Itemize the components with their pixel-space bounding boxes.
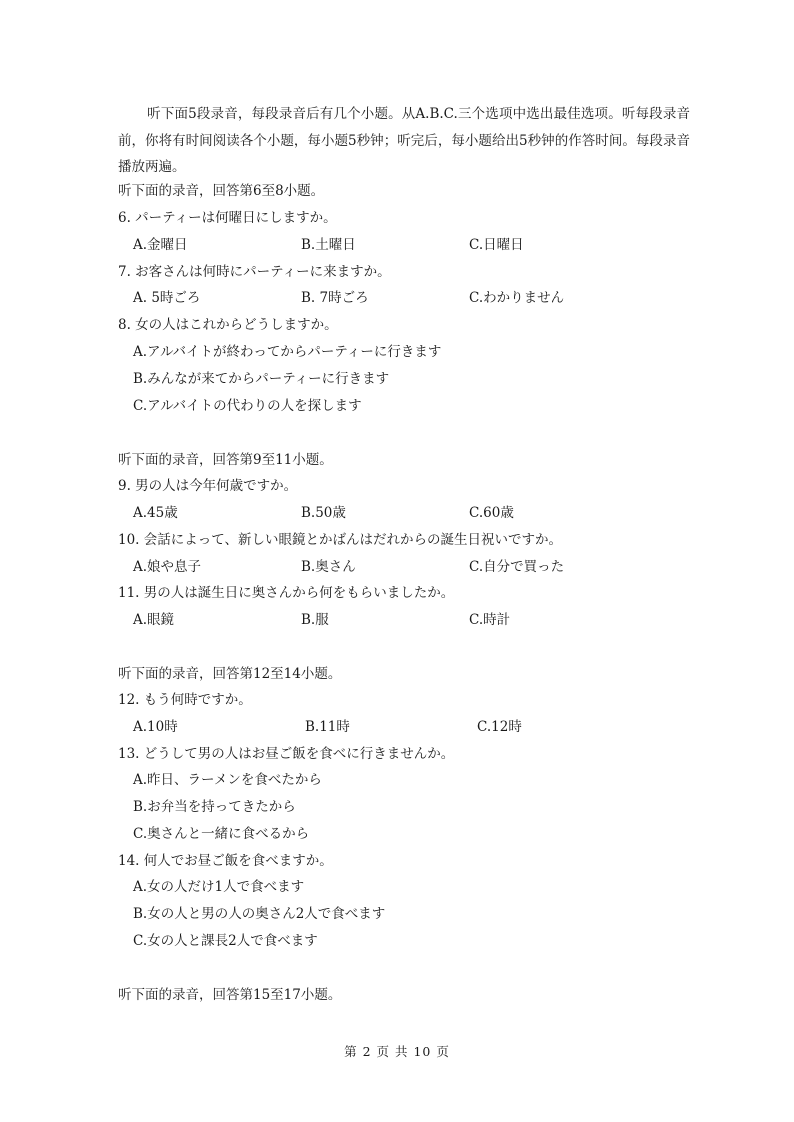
- section-header: 听下面的录音，回答第6至8小题。: [118, 183, 325, 199]
- option-9a: A.45歳: [133, 505, 178, 521]
- option-13b: B.お弁当を持ってきたから: [133, 799, 296, 815]
- section-header: 听下面的录音，回答第9至11小题。: [118, 452, 333, 468]
- option-10c: C.自分で買った: [469, 559, 565, 575]
- option-6c: C.日曜日: [469, 237, 524, 253]
- option-7c: C.わかりません: [469, 290, 565, 306]
- question-10: 10. 会話によって、新しい眼鏡とかばんはだれからの誕生日祝いですか。: [118, 532, 562, 548]
- option-8b: B.みんなが来てからパーティーに行きます: [133, 371, 390, 387]
- page-number-footer: 第 2 页 共 10 页: [344, 1044, 450, 1059]
- question-6: 6. パーティーは何曜日にしますか。: [118, 210, 337, 226]
- option-14c: C.女の人と課長2人で食べます: [133, 933, 318, 949]
- option-11a: A.眼鏡: [133, 612, 175, 628]
- instructions-paragraph: [118, 101, 690, 181]
- option-8a: A.アルバイトが終わってからパーティーに行きます: [133, 344, 442, 360]
- option-8c: C.アルバイトの代わりの人を探します: [133, 398, 362, 414]
- option-9c: C.60歳: [469, 505, 514, 521]
- option-10a: A.娘や息子: [133, 559, 202, 575]
- option-14a: A.女の人だけ1人で食べます: [133, 879, 305, 895]
- question-13: 13. どうして男の人はお昼ご飯を食べに行きませんか。: [118, 746, 455, 762]
- question-12: 12. もう何時ですか。: [118, 692, 252, 708]
- question-8: 8. 女の人はこれからどうしますか。: [118, 317, 338, 333]
- option-13a: A.昨日、ラーメンを食べたから: [133, 772, 322, 788]
- option-11c: C.時計: [469, 612, 511, 628]
- question-9: 9. 男の人は今年何歳ですか。: [118, 478, 298, 494]
- question-7: 7. お客さんは何時にパーティーに来ますか。: [118, 264, 391, 280]
- option-12a: A.10時: [133, 719, 178, 735]
- option-10b: B.奥さん: [301, 559, 356, 575]
- option-6b: B.土曜日: [301, 237, 356, 253]
- option-6a: A.金曜日: [133, 237, 188, 253]
- option-12c: C.12時: [477, 719, 522, 735]
- instructions-text: 听下面5段录音，每段录音后有几个小题。从A.B.C.三个选项中选出最佳选项。听每段录音前，你将有时间阅读各个小题，每小题5秒钟；听完后，每小题给出5秒钟的作答时间。每段录音播放两遍。: [118, 106, 690, 175]
- question-14: 14. 何人でお昼ご飯を食べますか。: [118, 853, 333, 869]
- option-7a: A. 5時ごろ: [133, 290, 201, 306]
- option-7b: B. 7時ごろ: [301, 290, 369, 306]
- section-header: 听下面的录音，回答第12至14小题。: [118, 666, 342, 682]
- option-13c: C.奥さんと一緒に食べるから: [133, 826, 310, 842]
- option-14b: B.女の人と男の人の奥さん2人で食べます: [133, 906, 386, 922]
- question-11: 11. 男の人は誕生日に奥さんから何をもらいましたか。: [118, 585, 455, 601]
- section-header: 听下面的录音，回答第15至17小题。: [118, 987, 342, 1003]
- option-11b: B.服: [301, 612, 329, 628]
- option-12b: B.11時: [305, 719, 350, 735]
- option-9b: B.50歳: [301, 505, 346, 521]
